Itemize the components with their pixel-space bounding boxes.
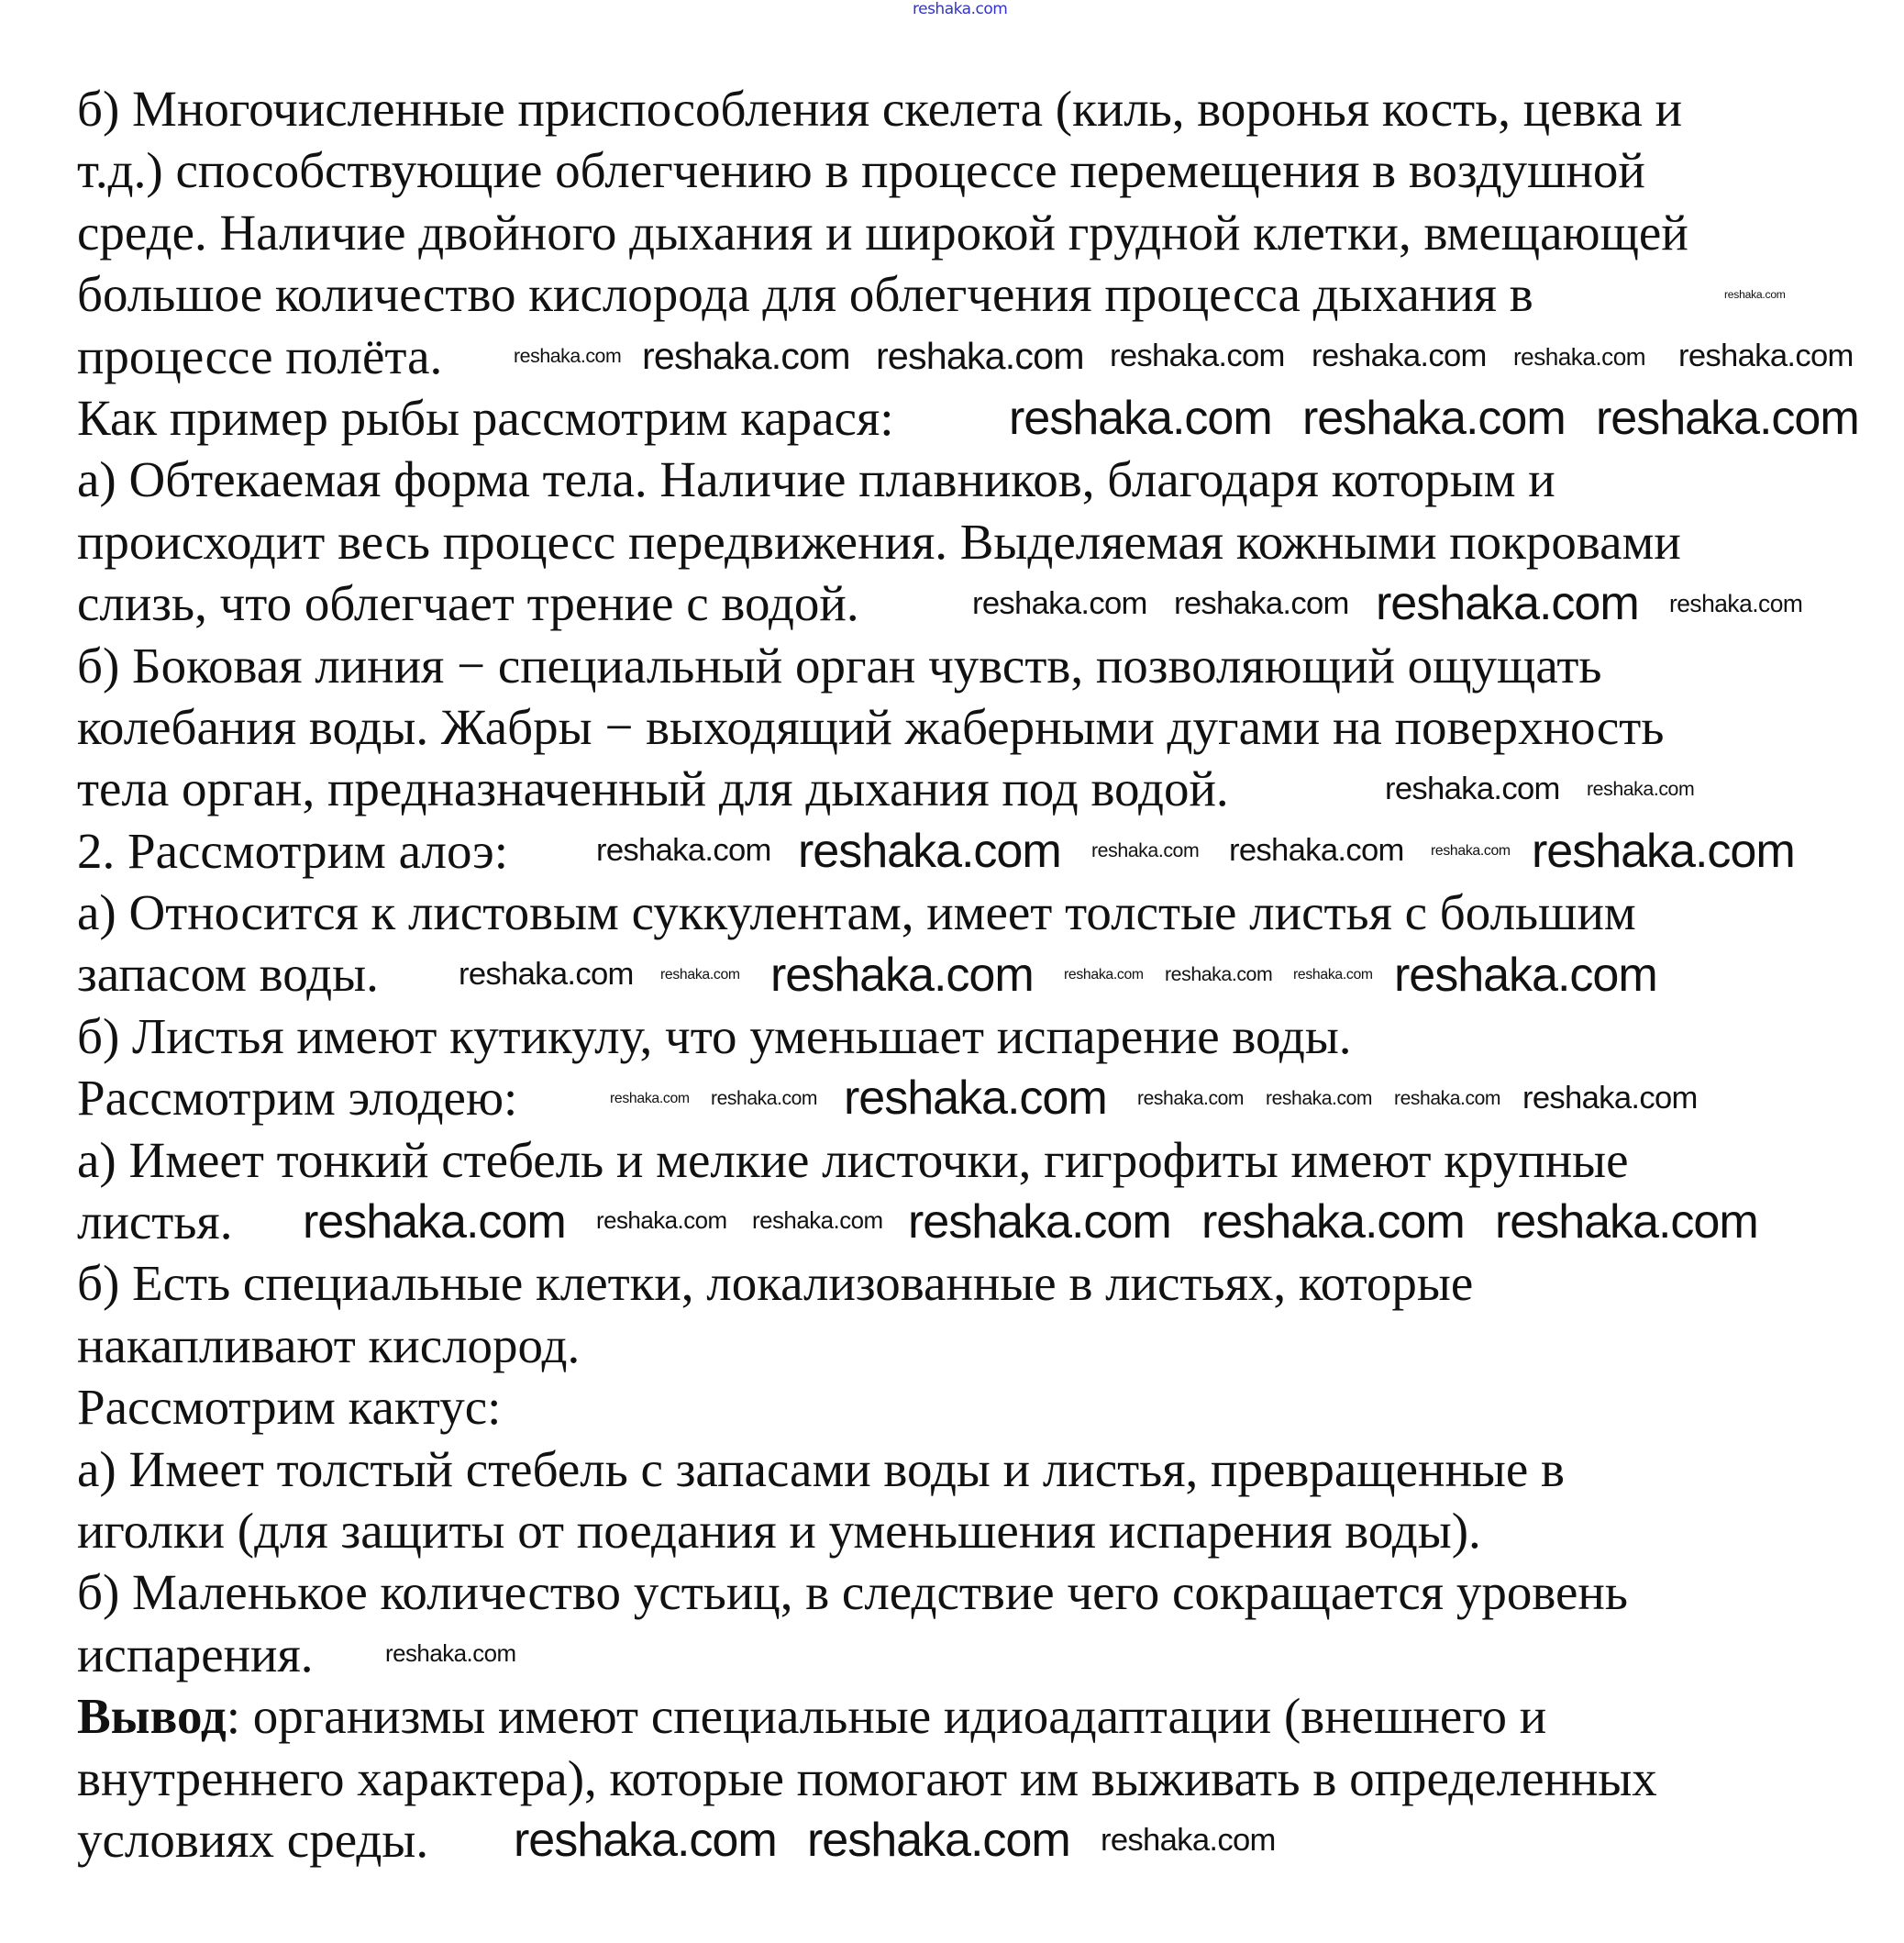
text-line: происходит весь процесс передвижения. Выделяемая кожными покровами — [77, 513, 1681, 570]
watermark: reshaka.com — [1431, 842, 1511, 859]
watermark: reshaka.com — [1312, 339, 1487, 374]
watermark: reshaka.com — [770, 948, 1034, 1002]
watermark: reshaka.com — [807, 1814, 1070, 1868]
text-line: Рассмотрим элодею: — [77, 1070, 518, 1127]
watermark: reshaka.com — [711, 1087, 818, 1109]
watermark: reshaka.com — [514, 344, 622, 367]
conclusion-label: Вывод — [77, 1688, 227, 1745]
text-line: процессе полёта. — [77, 328, 443, 384]
watermark: reshaka.com — [1064, 966, 1144, 983]
text-line: тела орган, предназначенный для дыхания под водой. — [77, 761, 1229, 817]
text-line: запасом воды. — [77, 946, 379, 1003]
text-line: иголки (для защиты от поедания и уменьшения испарения воды). — [77, 1502, 1481, 1559]
watermark: reshaka.com — [514, 1814, 777, 1868]
text-line: колебания воды. Жабры − выходящий жаберными дугами на поверхность — [77, 698, 1665, 755]
watermark: reshaka.com — [1394, 1087, 1501, 1109]
watermark: reshaka.com — [908, 1195, 1171, 1249]
text-line: а) Имеет тонкий стебель и мелкие листочки, гигрофиты имеют крупные — [77, 1131, 1629, 1188]
watermark: reshaka.com — [1293, 966, 1373, 983]
watermark: reshaka.com — [642, 335, 850, 377]
text-line: Рассмотрим кактус: — [77, 1379, 502, 1436]
watermark: reshaka.com — [596, 1208, 727, 1235]
watermark: reshaka.com — [303, 1195, 566, 1249]
watermark: reshaka.com — [1532, 824, 1795, 878]
watermark: reshaka.com — [1302, 391, 1566, 445]
watermark: reshaka.com — [1495, 1195, 1758, 1249]
watermark: reshaka.com — [660, 966, 740, 983]
watermark: reshaka.com — [459, 957, 634, 993]
watermark: reshaka.com — [1669, 589, 1803, 617]
text-line: б) Есть специальные клетки, локализованные в листьях, которые — [77, 1255, 1474, 1312]
watermark: reshaka.com — [1678, 339, 1854, 374]
header-site-link[interactable]: reshaka.com — [913, 0, 1008, 18]
watermark: reshaka.com — [1724, 288, 1786, 302]
watermark: reshaka.com — [596, 833, 771, 869]
watermark: reshaka.com — [1229, 833, 1404, 869]
watermark: reshaka.com — [1522, 1081, 1698, 1116]
conclusion-line — [77, 1685, 1688, 1747]
watermark: reshaka.com — [1091, 839, 1200, 862]
text-line: листья. — [77, 1194, 233, 1250]
text-line: слизь, что облегчает трение с водой. — [77, 575, 859, 632]
text-line: а) Обтекаемая форма тела. Наличие плавников, благодаря которым и — [77, 451, 1555, 508]
text-line: условиях среды. — [77, 1811, 429, 1868]
text-line: испарения. — [77, 1626, 314, 1682]
watermark: reshaka.com — [1513, 342, 1645, 371]
text-line: среде. Наличие двойного дыхания и широкой грудной клетки, вмещающей — [77, 204, 1688, 261]
text-line: Как пример рыбы рассмотрим карася: — [77, 389, 894, 446]
watermark: reshaka.com — [1110, 339, 1285, 374]
watermark: reshaka.com — [1009, 391, 1272, 445]
watermark: reshaka.com — [1137, 1087, 1245, 1109]
text-line: б) Многочисленные приспособления скелета (киль, воронья кость, цевка и — [77, 81, 1683, 137]
watermark: reshaka.com — [844, 1071, 1107, 1126]
watermark: reshaka.com — [1165, 962, 1273, 985]
text-line: т.д.) способствующие облегчению в процессе перемещения в воздушной — [77, 142, 1645, 199]
watermark: reshaka.com — [385, 1641, 516, 1668]
text-line: накапливают кислород. — [77, 1316, 581, 1373]
watermark: reshaka.com — [1394, 948, 1657, 1002]
watermark: reshaka.com — [798, 824, 1061, 878]
watermark: reshaka.com — [1174, 585, 1349, 621]
text-line: а) Имеет толстый стебель с запасами воды и листья, превращенные в — [77, 1440, 1565, 1497]
watermark: reshaka.com — [972, 585, 1147, 621]
watermark: reshaka.com — [1201, 1195, 1465, 1249]
watermark: reshaka.com — [752, 1208, 883, 1235]
watermark: reshaka.com — [610, 1090, 690, 1106]
text-line: б) Боковая линия − специальный орган чувств, позволяющий ощущать — [77, 637, 1602, 694]
text-line: б) Маленькое количество устьиц, в следствие чего сокращается уровень — [77, 1564, 1628, 1621]
text-line: большое количество кислорода для облегчения процесса дыхания в — [77, 266, 1533, 323]
watermark: reshaka.com — [876, 335, 1084, 377]
watermark: reshaka.com — [1385, 772, 1560, 807]
text-line: 2. Рассмотрим алоэ: — [77, 822, 508, 879]
watermark: reshaka.com — [1596, 391, 1859, 445]
text-line: а) Относится к листовым суккулентам, имеет толстые листья с большим — [77, 884, 1636, 941]
watermark: reshaka.com — [1101, 1822, 1276, 1858]
watermark: reshaka.com — [1266, 1087, 1373, 1109]
conclusion-text: : организмы имеют специальные идиоадаптации (внешнего и — [226, 1688, 1547, 1745]
watermark: reshaka.com — [1376, 577, 1639, 631]
watermark: reshaka.com — [1587, 777, 1695, 800]
text-line: внутреннего характера), которые помогают им выживать в определенных — [77, 1749, 1657, 1806]
text-line: б) Листья имеют кутикулу, что уменьшает испарение воды. — [77, 1007, 1352, 1064]
